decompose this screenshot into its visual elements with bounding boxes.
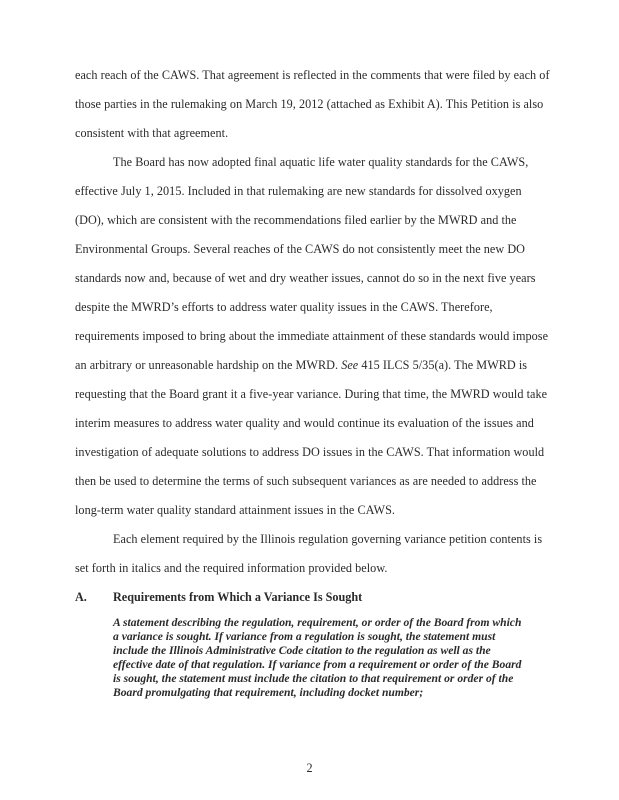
paragraph-2-line-8-text: an arbitrary or unreasonable hardship on the MWRD. <box>75 358 342 372</box>
paragraph-3-line-2: set forth in italics and the required information provided below. <box>75 561 388 575</box>
section-a-line-4: effective date of that regulation. If variance from a requirement or order of the Board <box>113 658 522 671</box>
paragraph-2-line-5: standards now and, because of wet and dry weather issues, cannot do so in the next five years <box>75 271 536 285</box>
paragraph-2-line-1: The Board has now adopted final aquatic life water quality standards for the CAWS, <box>113 155 529 169</box>
paragraph-2-line-2: effective July 1, 2015. Included in that rulemaking are new standards for dissolved oxygen <box>75 184 522 198</box>
paragraph-2-line-4: Environmental Groups. Several reaches of the CAWS do not consistently meet the new DO <box>75 242 526 256</box>
section-a-line-1: A statement describing the regulation, requirement, or order of the Board from which <box>113 616 522 629</box>
section-a-title: Requirements from Which a Variance Is Sought <box>113 590 363 604</box>
section-a-line-2: a variance is sought. If variance from a regulation is sought, the statement must <box>113 630 496 643</box>
paragraph-2-line-9: requesting that the Board grant it a five-year variance. During that time, the MWRD would take <box>75 387 548 401</box>
paragraph-2-line-8-citation: 415 ILCS 5/35(a). The MWRD is <box>358 358 528 372</box>
paragraph-2-line-3: (DO), which are consistent with the recommendations filed earlier by the MWRD and the <box>75 213 517 227</box>
paragraph-1-line-2: those parties in the rulemaking on March 19, 2012 (attached as Exhibit A). This Petition is also <box>75 97 544 111</box>
paragraph-3-line-1: Each element required by the Illinois regulation governing variance petition contents is <box>113 532 543 546</box>
paragraph-2-line-12: then be used to determine the terms of such subsequent variances as are needed to address the <box>75 474 537 488</box>
section-a-line-3: include the Illinois Administrative Code citation to the regulation as well as the <box>113 644 491 657</box>
section-a-letter: A. <box>75 590 87 604</box>
section-a-line-5: is sought, the statement must include the citation to that requirement or order of the <box>113 672 514 685</box>
paragraph-2-line-7: requirements imposed to bring about the immediate attainment of these standards would impose <box>75 329 549 343</box>
paragraph-1-line-1: each reach of the CAWS. That agreement is reflected in the comments that were filed by each of <box>75 68 550 82</box>
paragraph-1-line-3: consistent with that agreement. <box>75 126 229 140</box>
paragraph-2-line-11: investigation of adequate solutions to address DO issues in the CAWS. That information would <box>75 445 545 459</box>
section-a-line-6: Board promulgating that requirement, including docket number; <box>113 686 424 699</box>
page-number: 2 <box>306 761 313 775</box>
paragraph-2-line-6: despite the MWRD’s efforts to address water quality issues in the CAWS. Therefore, <box>75 300 493 314</box>
paragraph-2-line-13: long-term water quality standard attainment issues in the CAWS. <box>75 503 395 517</box>
citation-signal-see: See <box>341 358 359 372</box>
paragraph-2-line-10: interim measures to address water quality and would continue its evaluation of the issues and <box>75 416 534 430</box>
paragraph-2-line-8 <box>75 358 527 372</box>
